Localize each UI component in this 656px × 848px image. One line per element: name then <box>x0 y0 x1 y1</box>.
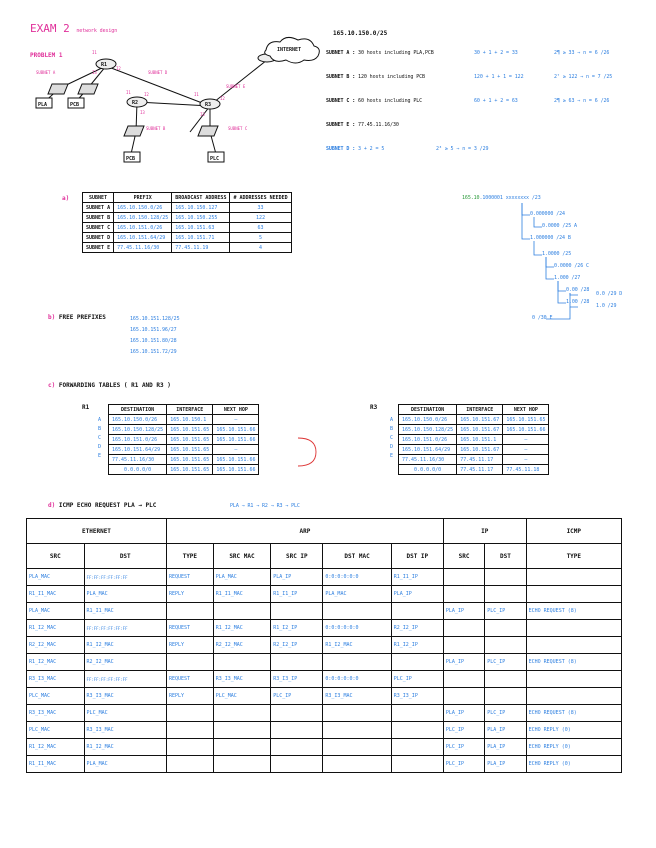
table-cell: R1_I1_MAC <box>27 756 85 773</box>
subnet-calc-row: SUBNET C : 60 hosts including PLC 60 + 1 + 2 = 63 2¶ ≥ 63 ⇒ n = 6 /26 <box>326 98 610 104</box>
table-cell <box>443 569 484 586</box>
table-row <box>27 654 622 671</box>
r1-forwarding-table: DESTINATION INTERFACE NEXT HOP 165.10.150.0/26 165.10.150.1 — 165.10.150.128/25 165.10.151.65 165.10.151.66 165.10.151.0/26 165.10.151.65 165.10.151.66 165.10.151.64/29 165.10.151.65 — 77.45.11.16/30 165.10.151.65 165.10.151.66 0.0.0.0/0 165.10.151.65 165.10.151.66 <box>108 404 259 475</box>
table-cell: FF:FF:FF:FF:FF:FF <box>84 671 166 688</box>
table-cell <box>213 739 271 756</box>
table-cell: PLA_MAC <box>323 586 391 603</box>
problem-label: PROBLEM 1 <box>30 52 63 59</box>
table-cell: R3_I3_MAC <box>84 722 166 739</box>
table-cell: R3_I3_MAC <box>27 705 85 722</box>
table-cell <box>271 654 323 671</box>
table-row: 165.10.150.128/25 165.10.151.67 165.10.151.66 <box>399 425 549 435</box>
svg-text:I1: I1 <box>92 50 97 55</box>
table-cell: PLA_IP <box>485 756 526 773</box>
switch-c-icon <box>198 126 218 136</box>
table-cell: R2_I2_MAC <box>27 637 85 654</box>
table-cell: R2_I2_MAC <box>213 637 271 654</box>
switch-a-icon <box>48 84 68 94</box>
table-cell <box>485 586 526 603</box>
address-block: 165.10.150.0/25 <box>333 30 388 37</box>
table-cell: R3_I3_MAC <box>27 671 85 688</box>
table-cell: PLA_MAC <box>84 756 166 773</box>
table-cell: PLA_IP <box>271 569 323 586</box>
svg-text:I3: I3 <box>140 110 145 115</box>
subnet-calc-row: SUBNET D : 3 + 2 = 5 2³ ≥ 5 ⇒ n = 3 /29 <box>326 146 489 152</box>
table-cell <box>271 722 323 739</box>
table-cell: REPLY <box>166 637 213 654</box>
table-row <box>27 705 622 722</box>
table-row: 77.45.11.16/30 165.10.151.65 165.10.151.66 <box>109 455 259 465</box>
table-cell <box>526 569 621 586</box>
table-row: SUBNET E 77.45.11.16/30 77.45.11.19 4 <box>83 243 292 253</box>
table-cell <box>166 654 213 671</box>
table-cell: R1_I2_MAC <box>213 620 271 637</box>
table-cell: ECHO REPLY (0) <box>526 722 621 739</box>
table-cell: ECHO REQUEST (8) <box>526 603 621 620</box>
svg-text:I2: I2 <box>116 66 121 71</box>
table-row <box>27 603 622 620</box>
table-cell: R2_I2_IP <box>391 620 443 637</box>
table-cell: 0:0:0:0:0:0 <box>323 569 391 586</box>
red-bracket <box>296 432 320 472</box>
table-cell <box>485 671 526 688</box>
list-item: 165.10.151.72/29 <box>130 349 177 355</box>
table-cell: REQUEST <box>166 620 213 637</box>
table-cell: R1_I2_MAC <box>27 654 85 671</box>
svg-text:I3: I3 <box>200 112 205 117</box>
subnet-e-tag: SUBNET E <box>226 84 246 89</box>
group-header-row: ETHERNET ARP IP ICMP <box>27 519 622 544</box>
table-cell <box>323 705 391 722</box>
r1-table-name: R1 <box>82 404 90 411</box>
table-cell <box>526 671 621 688</box>
list-item: 165.10.151.96/27 <box>130 327 177 333</box>
table-cell: R2_I2_IP <box>271 637 323 654</box>
list-item: 165.10.151.80/28 <box>130 338 177 344</box>
table-cell: REPLY <box>166 586 213 603</box>
r1-row-letters: A B C D E <box>98 417 102 459</box>
table-cell: R1_I2_IP <box>391 637 443 654</box>
table-cell <box>323 756 391 773</box>
table-cell: PLA_IP <box>443 654 484 671</box>
table-cell: PLC_IP <box>443 756 484 773</box>
table-cell <box>526 637 621 654</box>
table-cell <box>443 688 484 705</box>
table-cell <box>271 705 323 722</box>
table-cell <box>485 620 526 637</box>
table-cell <box>443 586 484 603</box>
table-cell <box>166 705 213 722</box>
table-cell: PLC_IP <box>443 722 484 739</box>
table-cell: R1_I1_MAC <box>213 586 271 603</box>
table-cell <box>323 603 391 620</box>
table-row: 165.10.151.64/29 165.10.151.65 — <box>109 445 259 455</box>
table-cell <box>391 603 443 620</box>
internet-label: INTERNET <box>277 47 302 53</box>
switch-d-icon <box>124 126 144 136</box>
table-cell: 0:0:0:0:0:0 <box>323 671 391 688</box>
table-cell <box>323 654 391 671</box>
r3-table-name: R3 <box>370 404 378 411</box>
table-row <box>27 739 622 756</box>
subnet-d-tag: SUBNET D <box>148 70 168 75</box>
table-cell <box>213 603 271 620</box>
table-row: 77.45.11.16/30 77.45.11.17 — <box>399 455 549 465</box>
r3-label: R3 <box>205 102 212 108</box>
table-cell <box>213 756 271 773</box>
table-cell: R1_I1_MAC <box>84 603 166 620</box>
table-cell <box>213 654 271 671</box>
table-cell <box>526 688 621 705</box>
table-cell: PLA_MAC <box>213 569 271 586</box>
r2-label: R2 <box>132 100 139 106</box>
table-cell: ECHO REPLY (0) <box>526 739 621 756</box>
table-cell <box>485 637 526 654</box>
part-b-title: b) FREE PREFIXES <box>48 314 106 321</box>
table-cell: PLA_IP <box>485 739 526 756</box>
plc-label: PLC <box>210 156 220 162</box>
table-cell <box>271 739 323 756</box>
table-cell: PLC_IP <box>485 705 526 722</box>
table-row: 0.0.0.0/0 165.10.151.65 165.10.151.66 <box>109 465 259 475</box>
table-cell: PLA_IP <box>485 722 526 739</box>
table-cell: R1_I1_IP <box>391 569 443 586</box>
table-cell: PLC_MAC <box>27 722 85 739</box>
table-cell <box>526 586 621 603</box>
part-d-title: d) ICMP ECHO REQUEST PLA → PLC <box>48 502 157 509</box>
table-row: 165.10.150.0/26 165.10.150.1 — <box>109 415 259 425</box>
table-cell: PLC_MAC <box>84 705 166 722</box>
table-cell: PLC_IP <box>485 603 526 620</box>
table-cell: ECHO REQUEST (8) <box>526 654 621 671</box>
table-cell: PLA_MAC <box>27 569 85 586</box>
table-cell <box>271 756 323 773</box>
table-cell <box>166 722 213 739</box>
table-cell <box>443 637 484 654</box>
table-cell: R1_I1_MAC <box>27 586 85 603</box>
table-cell: PLA_MAC <box>27 603 85 620</box>
table-cell <box>443 620 484 637</box>
table-cell: REQUEST <box>166 569 213 586</box>
table-cell <box>391 756 443 773</box>
table-cell: R1_I2_MAC <box>84 739 166 756</box>
table-cell <box>323 722 391 739</box>
svg-text:I3: I3 <box>92 70 97 75</box>
table-cell <box>323 739 391 756</box>
r3-row-letters: A B C D E <box>390 417 394 459</box>
table-cell: FF:FF:FF:FF:FF:FF <box>84 569 166 586</box>
table-cell: PLC_MAC <box>213 688 271 705</box>
table-cell: R3_I3_MAC <box>84 688 166 705</box>
column-header-row: SRC DST TYPE SRC MAC SRC IP DST MAC DST IP SRC DST TYPE <box>27 544 622 569</box>
table-cell <box>213 705 271 722</box>
subnet-c-tag: SUBNET C <box>228 126 248 131</box>
table-row <box>27 569 622 586</box>
table-cell: PLA_IP <box>443 603 484 620</box>
table-cell <box>271 603 323 620</box>
table-row: SUBNET C 165.10.151.0/26 165.10.151.63 63 <box>83 223 292 233</box>
table-cell: PLA_IP <box>391 586 443 603</box>
table-row: 0.0.0.0/0 77.45.11.17 77.45.11.18 <box>399 465 549 475</box>
exam-subtitle: network design <box>76 28 118 34</box>
subnet-b2-tag: SUBNET B <box>146 126 166 131</box>
table-cell: PLA_IP <box>443 705 484 722</box>
subnet-calc-row: SUBNET E : 77.45.11.16/30 <box>326 122 399 128</box>
table-row <box>27 688 622 705</box>
table-row <box>27 671 622 688</box>
table-cell <box>391 654 443 671</box>
prefix-table <box>82 192 292 253</box>
table-row: SUBNET A 165.10.150.0/26 165.10.150.127 33 <box>83 203 292 213</box>
table-cell: R3_I3_MAC <box>213 671 271 688</box>
table-row: 165.10.150.128/25 165.10.151.65 165.10.151.66 <box>109 425 259 435</box>
table-cell: R1_I2_MAC <box>323 637 391 654</box>
svg-text:I1: I1 <box>194 92 199 97</box>
table-row: 165.10.151.0/26 165.10.151.65 165.10.151.66 <box>109 435 259 445</box>
packet-trace-table <box>26 518 622 773</box>
table-cell: PLC_IP <box>443 739 484 756</box>
table-cell: PLC_IP <box>391 671 443 688</box>
table-cell: R1_I2_IP <box>271 620 323 637</box>
list-item: 165.10.151.128/25 <box>130 316 180 322</box>
table-cell <box>391 722 443 739</box>
table-cell <box>391 705 443 722</box>
table-row <box>27 637 622 654</box>
table-cell: R1_I2_MAC <box>27 620 85 637</box>
table-row: 165.10.150.0/26 165.10.151.67 165.10.151.65 <box>399 415 549 425</box>
table-row <box>27 722 622 739</box>
table-cell <box>213 722 271 739</box>
svg-text:I2: I2 <box>144 92 149 97</box>
exam-title: EXAM 2 network design <box>30 22 118 35</box>
table-cell: FF:FF:FF:FF:FF:FF <box>84 620 166 637</box>
table-cell: 0:0:0:0:0:0 <box>323 620 391 637</box>
table-cell: PLA_MAC <box>84 586 166 603</box>
table-cell: ECHO REQUEST (8) <box>526 705 621 722</box>
part-a-label: a) <box>62 195 70 202</box>
table-cell <box>391 739 443 756</box>
pcb-label: PCB <box>70 102 80 108</box>
r3-forwarding-table: DESTINATION INTERFACE NEXT HOP 165.10.150.0/26 165.10.151.67 165.10.151.65 165.10.150.128/25 165.10.151.67 165.10.151.66 165.10.151.0/26 165.10.151.1 — 165.10.151.64/29 165.10.151.67 — 77.45.11.16/30 77.45.11.17 — 0.0.0.0/0 77.45.11.17 77.45.11.18 <box>398 404 549 475</box>
svg-text:I2: I2 <box>220 96 225 101</box>
table-row: SUBNET B 165.10.150.128/25 165.10.150.255 122 <box>83 213 292 223</box>
table-row <box>27 620 622 637</box>
table-cell <box>526 620 621 637</box>
table-row: 165.10.151.64/29 165.10.151.67 — <box>399 445 549 455</box>
table-cell: R1_I2_MAC <box>84 637 166 654</box>
pla-label: PLA <box>38 102 48 108</box>
table-cell: REPLY <box>166 688 213 705</box>
table-cell: PLC_MAC <box>27 688 85 705</box>
table-cell: REQUEST <box>166 671 213 688</box>
table-cell <box>485 688 526 705</box>
free-prefix-list <box>130 314 179 358</box>
table-row <box>27 586 622 603</box>
table-cell: PLC_IP <box>271 688 323 705</box>
svg-text:I1: I1 <box>126 90 131 95</box>
prefix-tree: 165.10.1000001 xxxxxxxx /23 0.000000 /24 1.000000 /24 B 0.0000 /25 A 1.0000 /25 0.0000 /26 C 1.000 /27 0.00 /28 1.00 /28 0.0 /29 D 1.0 /29 0 /30 E <box>462 195 642 335</box>
network-diagram <box>30 36 330 171</box>
part-c-title: c) FORWARDING TABLES ( R1 AND R3 ) <box>48 382 171 389</box>
table-cell: R1_I1_IP <box>271 586 323 603</box>
subnet-calc-row: SUBNET A : 30 hosts including PLA,PCB 30 + 1 + 2 = 33 2¶ ≥ 33 ⇒ n = 6 /26 <box>326 50 610 56</box>
prefix-table-header: SUBNET PREFIX BROADCAST ADDRESS # ADDRESSES NEEDED <box>83 193 292 203</box>
subnet-calcs <box>326 50 646 170</box>
table-cell: R1_I2_MAC <box>27 739 85 756</box>
table-cell: R3_I3_IP <box>391 688 443 705</box>
table-cell <box>485 569 526 586</box>
r1-label: R1 <box>101 62 108 68</box>
table-cell: ECHO REPLY (0) <box>526 756 621 773</box>
subnet-a-tag: SUBNET A <box>36 70 56 75</box>
table-cell: PLC_IP <box>485 654 526 671</box>
table-cell: R3_I3_IP <box>271 671 323 688</box>
table-row: SUBNET D 165.10.151.64/29 165.10.151.71 5 <box>83 233 292 243</box>
pcb2-label: PCB <box>126 156 136 162</box>
table-row: 165.10.151.0/26 165.10.151.1 — <box>399 435 549 445</box>
table-cell: R2_I2_MAC <box>84 654 166 671</box>
table-row <box>27 756 622 773</box>
table-cell: R3_I3_MAC <box>323 688 391 705</box>
table-cell <box>166 603 213 620</box>
packet-path: PLA → R1 → R2 → R3 → PLC <box>230 503 300 509</box>
table-cell <box>166 756 213 773</box>
table-cell <box>443 671 484 688</box>
table-cell <box>166 739 213 756</box>
subnet-calc-row: SUBNET B : 120 hosts including PCB 120 + 1 + 1 = 122 2⁷ ≥ 122 ⇒ n = 7 /25 <box>326 74 613 80</box>
